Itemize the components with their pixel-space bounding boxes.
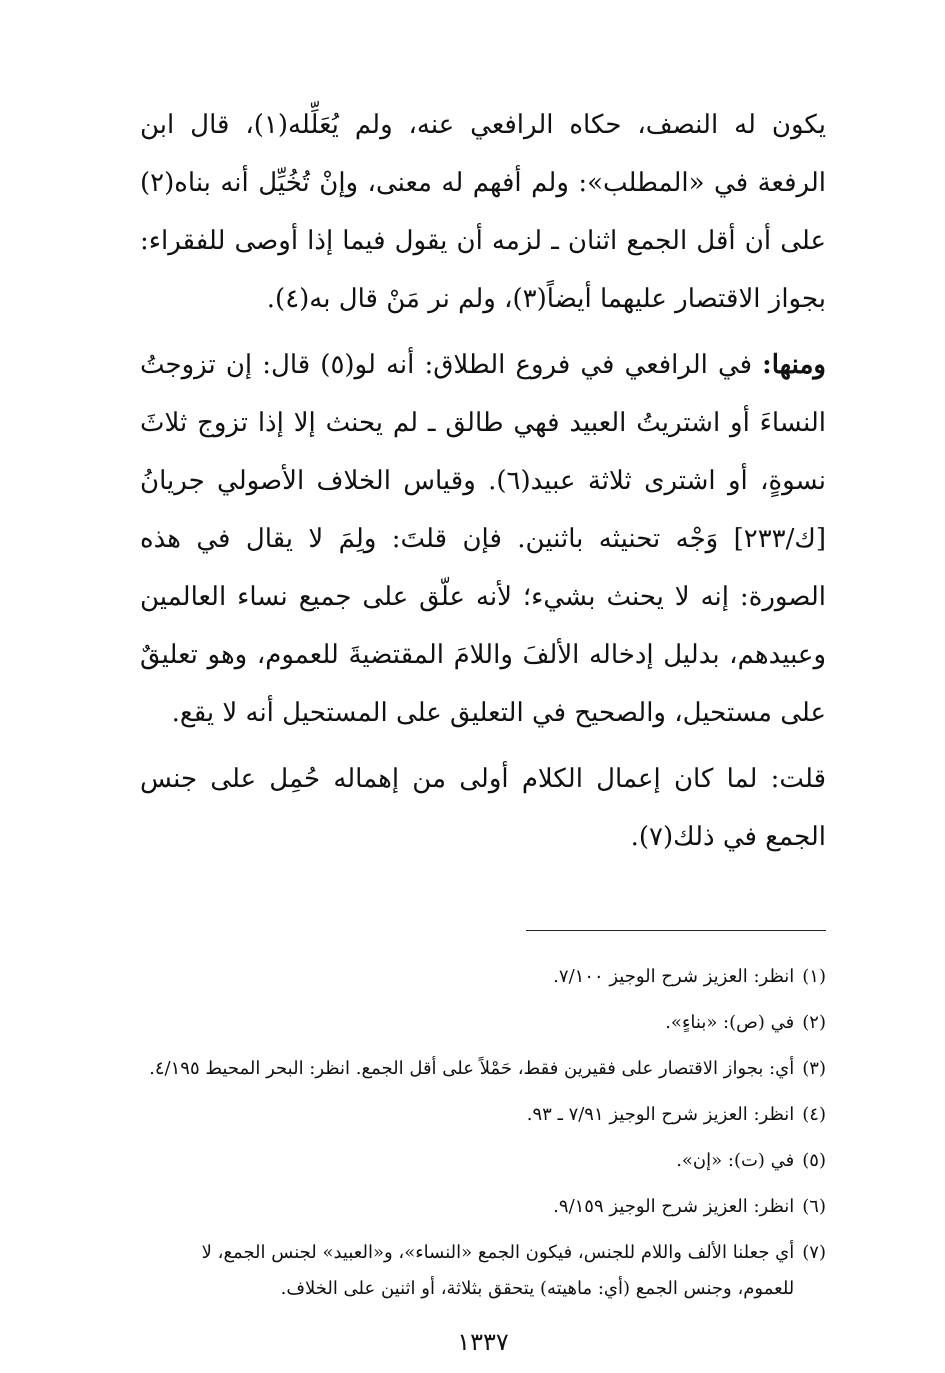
paragraph-2 [140, 336, 826, 742]
footnote-number: (٥) [802, 1150, 826, 1171]
footnote-number: (٣) [802, 1058, 826, 1079]
paragraph-1 [140, 96, 826, 328]
footnote-text: في (ص): «بناءٍ». [665, 1012, 795, 1033]
footnote-number: (١) [802, 966, 826, 987]
footnote-number: (٢) [802, 1012, 826, 1033]
footnote-number: (٦) [802, 1196, 826, 1217]
paragraph-3 [140, 750, 826, 866]
footnote-text: انظر: العزيز شرح الوجيز ٩/١٥٩. [553, 1196, 795, 1217]
paragraph-text: في الرافعي في فروع الطلاق: أنه لو(٥) قال: إن تزوجتُ النساءَ أو اشتريتُ العبيد فهي طالق ـ لم يحنث إلا إذا تزوج ثلاثَ نسوةٍ، أو اشترى ثلاثة عبيد(٦). وقياس الخلاف الأصولي جريانُ [ك/٢٣٣] وَجْه تحنيثه باثنين. فإن قلتَ: ولِمَ لا يقال في هذه الصورة: إنه لا يحنث بشيء؛ لأنه علّق على جميع نساء العالمين وعبيدهم، بدليل إدخاله الألفَ واللامَ المقتضيةَ للعموم، وهو تعليقٌ على مستحيل، والصحيح في التعليق على المستحيل أنه لا يقع. [140, 350, 826, 728]
footnote-3 [140, 1046, 826, 1092]
footnote-7 [140, 1230, 826, 1307]
paragraph-text: يكون له النصف، حكاه الرافعي عنه، ولم يُعَلِّله(١)، قال ابن الرفعة في «المطلب»: ولم أفهم له معنى، وإنْ تُخُيِّل أنه بناه(٢) على أن أقل الجمع اثنان ـ لزمه أن يقول فيما إذا أوصى للفقراء: بجواز الاقتصار عليهما أيضاً(٣)، ولم نر مَنْ قال به(٤). [140, 110, 826, 314]
footnote-divider [526, 930, 826, 931]
paragraph-lead: ومنها: [762, 350, 826, 380]
footnote-2 [140, 1000, 826, 1046]
footnote-text: انظر: العزيز شرح الوجيز ٧/٩١ ـ ٩٣. [526, 1104, 795, 1125]
footnote-text: في (ت): «إن». [676, 1150, 795, 1171]
paragraph-text: قلت: لما كان إعمال الكلام أولى من إهماله حُمِل على جنس الجمع في ذلك(٧). [140, 764, 826, 852]
footnote-number: (٧) [802, 1242, 826, 1263]
footnote-number: (٤) [802, 1104, 826, 1125]
footnote-5 [140, 1138, 826, 1184]
footnote-1 [140, 954, 826, 1000]
page-body [140, 96, 826, 1356]
footnote-text: أي جعلنا الألف واللام للجنس، فيكون الجمع «النساء»، و«العبيد» لجنس الجمع، لا للعموم، وجنس الجمع (أي: ماهيته) يتحقق بثلاثة، أو اثنين على الخلاف. [201, 1242, 795, 1299]
footnote-text: انظر: العزيز شرح الوجيز ٧/١٠٠. [553, 966, 795, 987]
footnote-text: أي: بجواز الاقتصار على فقيرين فقط، حَمْلاً على أقل الجمع. انظر: البحر المحيط ٤/١٩٥. [149, 1058, 795, 1079]
page-number: ١٣٣٧ [457, 1328, 509, 1356]
footnote-6 [140, 1184, 826, 1230]
footnotes [140, 954, 826, 1307]
footnote-4 [140, 1092, 826, 1138]
